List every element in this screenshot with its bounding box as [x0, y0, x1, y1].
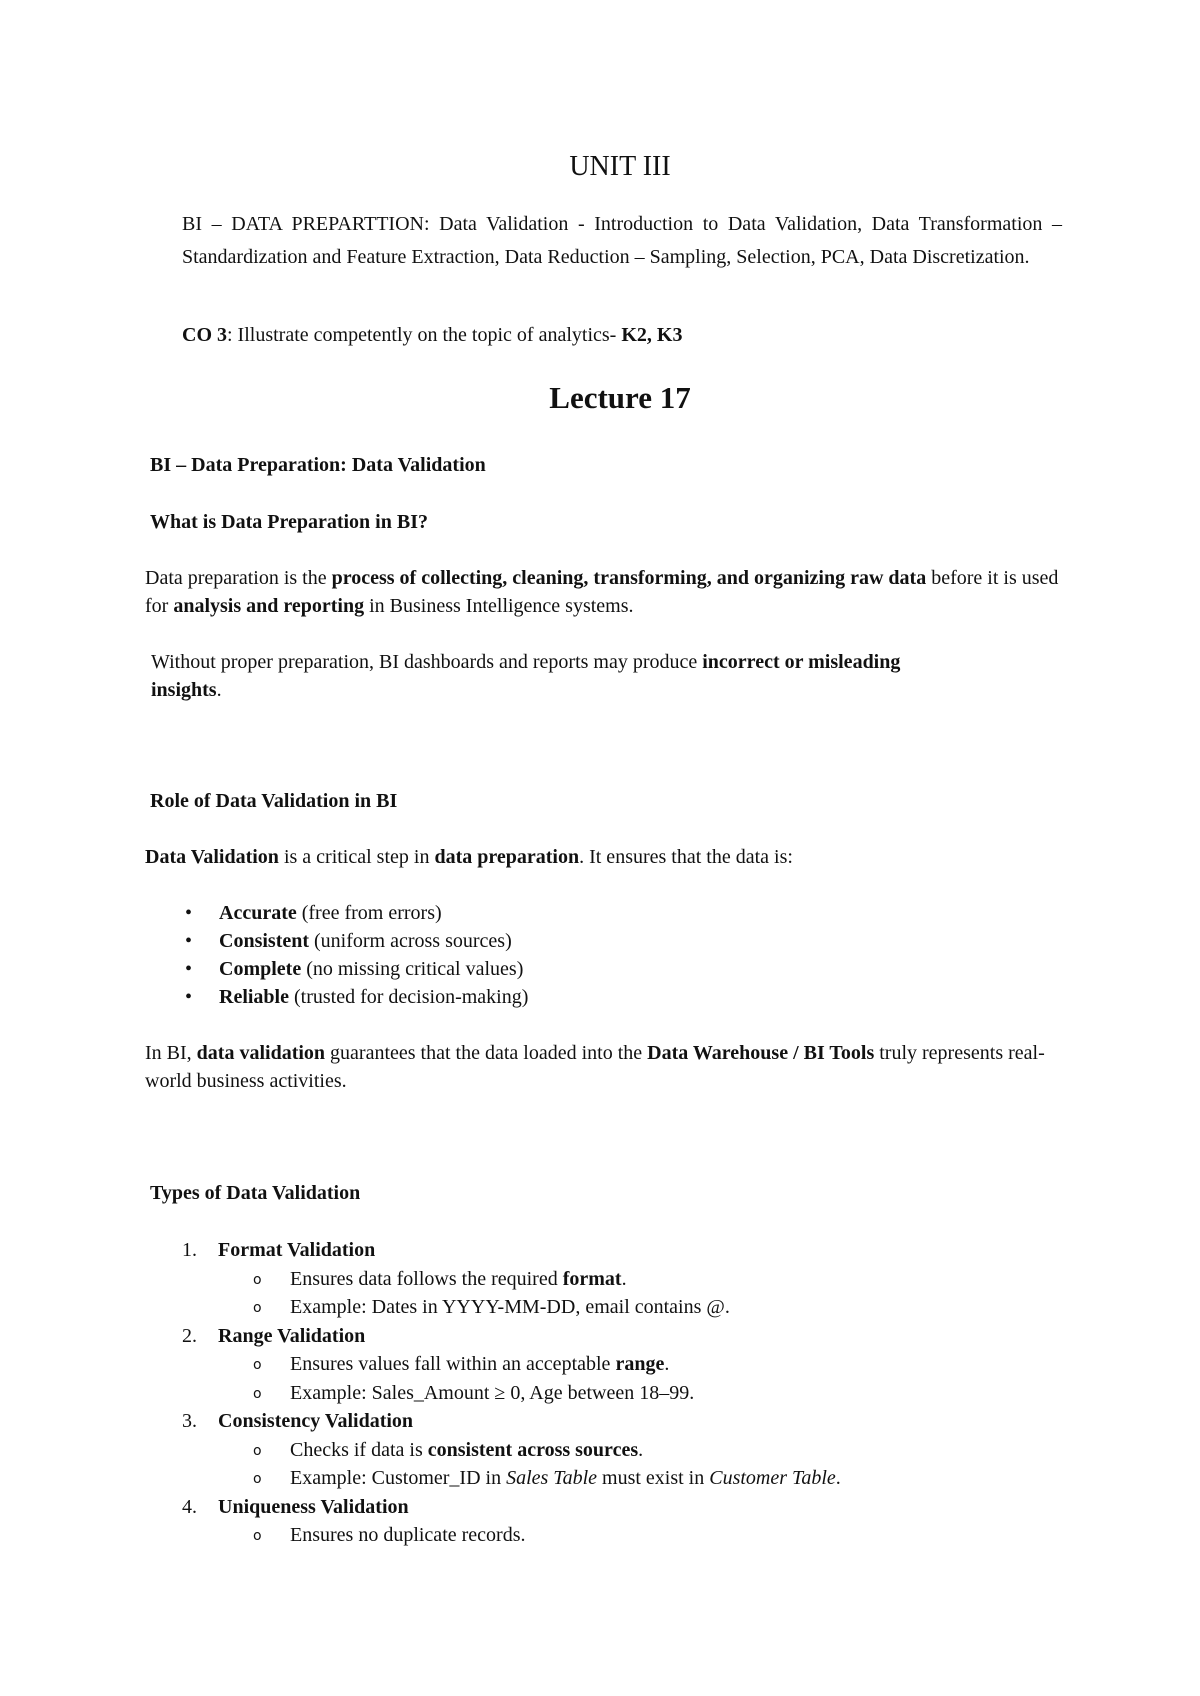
- sub-italic: Sales Table: [506, 1467, 598, 1489]
- sub-list: [218, 1521, 841, 1550]
- item-number: 4.: [182, 1495, 197, 1518]
- sub-item: [218, 1379, 841, 1408]
- lecture-title: Lecture 17: [549, 380, 691, 415]
- role-intro-text-d: . It ensures that the data is:: [579, 846, 793, 868]
- sub-item: [218, 1293, 841, 1322]
- what-is-heading: What is Data Preparation in BI?: [150, 511, 428, 533]
- item-number: 3.: [182, 1410, 197, 1432]
- circle-bullet-icon: o: [253, 1385, 262, 1402]
- co-text: : Illustrate competently on the topic of analytics-: [227, 324, 622, 346]
- sub-text: Ensures values fall within an acceptable: [290, 1353, 616, 1375]
- sub-text: Checks if data is: [290, 1438, 428, 1461]
- sub-item: [218, 1521, 841, 1550]
- circle-bullet-icon: o: [253, 1528, 262, 1544]
- list-item: [170, 1236, 841, 1322]
- bullet-term: Reliable: [219, 986, 289, 1008]
- bullet-icon: •: [185, 902, 193, 924]
- unit-title: UNIT III: [569, 151, 671, 182]
- bullet-term: Consistent: [219, 930, 310, 952]
- sub-bold: range: [615, 1353, 665, 1375]
- circle-bullet-icon: o: [253, 1300, 262, 1316]
- bullet-desc: (free from errors): [296, 902, 442, 924]
- list-item: [145, 983, 528, 1011]
- item-number: 1.: [182, 1239, 197, 1261]
- circle-bullet-icon: o: [253, 1471, 262, 1487]
- sub-text: .: [835, 1467, 841, 1489]
- list-item: [170, 1493, 841, 1550]
- role-intro-text-b: is a critical step in: [278, 846, 435, 868]
- list-item: [145, 955, 528, 983]
- bullet-icon: •: [185, 986, 193, 1008]
- closing-bold-d: Data Warehouse / BI Tools: [647, 1042, 875, 1064]
- p1-text-e: in Business Intelligence systems.: [364, 595, 634, 617]
- item-title: Format Validation: [218, 1239, 376, 1261]
- co-label: CO 3: [182, 324, 227, 346]
- role-closing-paragraph: [145, 1039, 1045, 1095]
- closing-text-e: truly represents real-world business activities.: [145, 1042, 1045, 1092]
- p1-text-c: before it is used for: [145, 567, 1059, 617]
- p2-bold-b: incorrect or misleading insights: [151, 651, 901, 701]
- bullet-icon: •: [185, 930, 193, 952]
- circle-bullet-icon: o: [253, 1442, 262, 1459]
- item-title: Uniqueness Validation: [218, 1495, 409, 1518]
- role-heading: Role of Data Validation in BI: [150, 790, 398, 812]
- sub-text: Ensures no duplicate records.: [290, 1524, 526, 1546]
- circle-bullet-icon: o: [253, 1271, 262, 1288]
- p1-text-a: Data preparation is the: [145, 567, 332, 589]
- bullet-desc: (trusted for decision-making): [289, 986, 529, 1008]
- sub-italic: Customer Table: [709, 1467, 836, 1489]
- item-title: Range Validation: [218, 1324, 366, 1347]
- p1-bold-d: analysis and reporting: [173, 595, 365, 617]
- sub-text: .: [664, 1353, 670, 1375]
- list-item: [145, 927, 528, 955]
- validation-types-list: [170, 1236, 841, 1550]
- section-heading: BI – Data Preparation: Data Validation: [150, 454, 486, 476]
- p1-bold-b: process of collecting, cleaning, transforming, and organizing raw data: [331, 567, 927, 589]
- quality-bullet-list: [145, 899, 528, 1011]
- sub-bold: consistent across sources: [427, 1438, 639, 1461]
- sub-text: Ensures data follows the required: [290, 1267, 563, 1290]
- bullet-desc: (uniform across sources): [309, 930, 512, 952]
- circle-bullet-icon: o: [253, 1357, 262, 1373]
- item-title: Consistency Validation: [218, 1410, 414, 1432]
- item-number: 2.: [182, 1324, 197, 1347]
- types-heading: Types of Data Validation: [150, 1182, 361, 1204]
- course-outcome: [182, 322, 682, 349]
- role-intro-bold-a: Data Validation: [145, 846, 279, 868]
- bullet-icon: •: [185, 958, 193, 980]
- sub-list: [218, 1436, 841, 1493]
- syllabus-text: BI – DATA PREPARTTION: Data Validation - Introduction to Data Validation, Data Transformation – Standardization and Feature Extraction, Data Reduction – Sampling, Selection, PCA, Data Discretization.: [182, 213, 1062, 268]
- list-item: [145, 899, 528, 927]
- p2-text-c: .: [216, 679, 222, 701]
- what-is-paragraph: [145, 564, 1065, 620]
- role-intro: [145, 843, 1065, 871]
- closing-text-a: In BI,: [145, 1042, 197, 1064]
- bullet-desc: (no missing critical values): [301, 958, 524, 980]
- sub-list: [218, 1265, 841, 1322]
- bullet-term: Accurate: [219, 902, 297, 924]
- list-item: [170, 1322, 841, 1408]
- role-intro-bold-c: data preparation: [434, 846, 580, 868]
- sub-item: [218, 1464, 841, 1493]
- sub-text: must exist in: [597, 1467, 710, 1489]
- sub-text: Example: Dates in YYYY-MM-DD, email contains @.: [290, 1296, 730, 1318]
- sub-item: [218, 1436, 841, 1465]
- p2-text-a: Without proper preparation, BI dashboards and reports may produce: [151, 651, 703, 673]
- sub-item: [218, 1265, 841, 1294]
- sub-text: .: [621, 1267, 627, 1290]
- sub-list: [218, 1350, 841, 1407]
- sub-text: Example: Customer_ID in: [290, 1467, 507, 1489]
- list-item: [170, 1407, 841, 1493]
- bullet-term: Complete: [219, 958, 302, 980]
- without-preparation-paragraph: [151, 648, 951, 704]
- co-levels: K2, K3: [621, 324, 683, 346]
- sub-bold: format: [562, 1267, 622, 1290]
- sub-item: [218, 1350, 841, 1379]
- sub-text: .: [638, 1438, 644, 1461]
- sub-text: Example: Sales_Amount ≥ 0, Age between 18–99.: [290, 1381, 695, 1404]
- closing-bold-b: data validation: [196, 1042, 326, 1064]
- closing-text-c: guarantees that the data loaded into the: [325, 1042, 648, 1064]
